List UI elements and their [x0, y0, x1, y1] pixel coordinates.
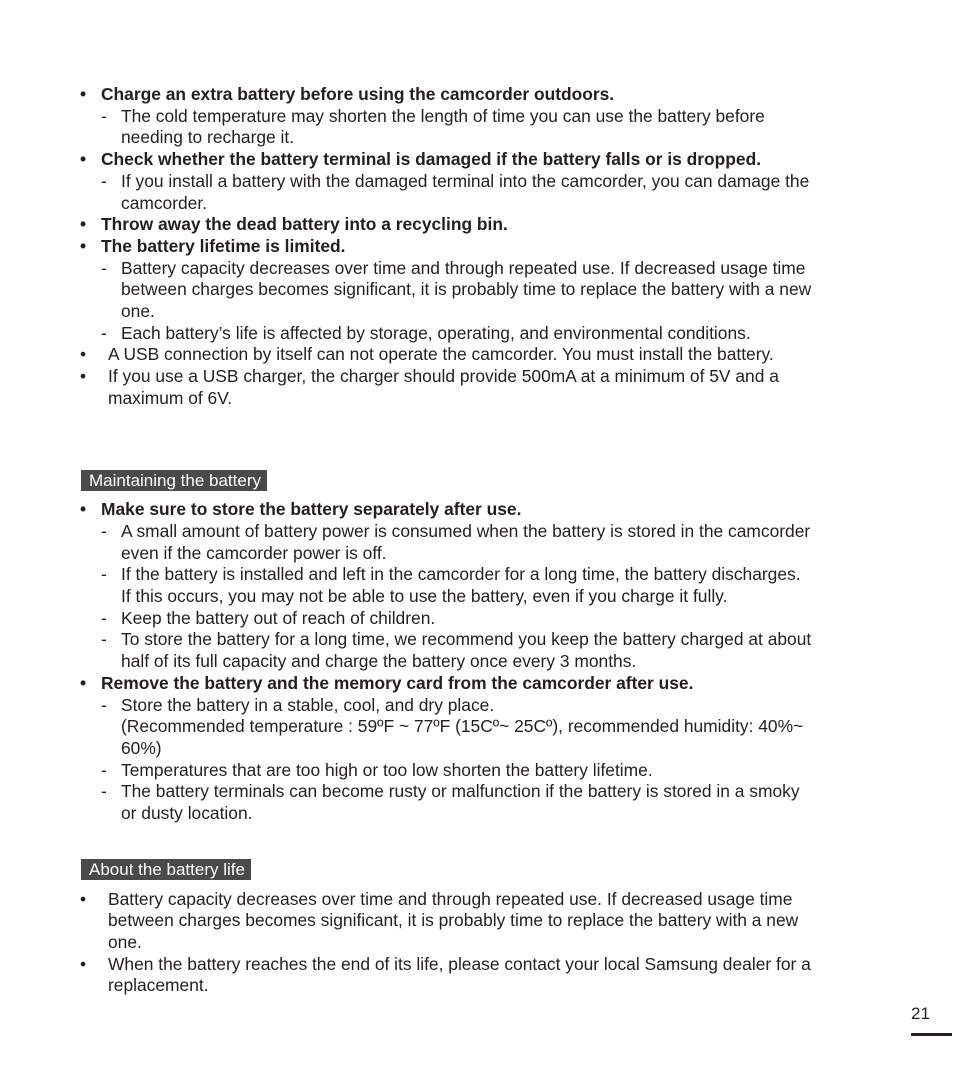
section-heading-row — [80, 470, 880, 492]
item-title: Remove the battery and the memory card from the camcorder after use. — [101, 672, 694, 693]
section-heading-maintaining: Maintaining the battery — [81, 470, 267, 491]
item-title: Charge an extra battery before using the camcorder outdoors. — [101, 84, 615, 104]
bullet-icon: • — [80, 672, 87, 693]
bullet-icon: • — [80, 953, 87, 974]
sub-item — [80, 629, 880, 651]
item-text: A USB connection by itself can not operate the camcorder. You must install the battery. — [108, 344, 774, 365]
item-text: If you use a USB charger, the charger should provide 500mA at a minimum of 5V and a — [108, 366, 779, 387]
sub-item-text: Each battery’s life is affected by storage, operating, and environmental conditions. — [121, 322, 751, 343]
sub-item-continuation: If this occurs, you may not be able to use the battery, even if you charge it fully. — [121, 586, 728, 607]
bullet-item-usb-connection — [80, 344, 880, 366]
dash-icon: - — [101, 322, 107, 343]
item-text: Battery capacity decreases over time and through repeated use. If decreased usage time — [108, 888, 793, 909]
sub-item — [80, 171, 880, 193]
sub-item — [80, 760, 880, 782]
sub-item-text: Store the battery in a stable, cool, and dry place. — [121, 694, 495, 715]
bullet-item-capacity — [80, 889, 880, 911]
page-number-rule — [911, 1033, 952, 1036]
dash-icon: - — [101, 105, 107, 126]
page-content — [80, 84, 880, 997]
bullet-item-usb-charger — [80, 366, 880, 388]
bullet-item-charge-extra — [80, 84, 880, 106]
bullet-icon: • — [80, 235, 87, 256]
sub-item-text: If the battery is installed and left in the camcorder for a long time, the battery discharges. — [121, 564, 801, 585]
bullet-item-lifetime-limited — [80, 236, 880, 258]
item-continuation: one. — [108, 931, 142, 952]
sub-item-continuation: camcorder. — [121, 192, 208, 213]
sub-item-text: Keep the battery out of reach of children. — [121, 607, 436, 628]
sub-item-text: The cold temperature may shorten the length of time you can use the battery before — [121, 105, 765, 126]
sub-item — [80, 106, 880, 128]
sub-item-continuation: or dusty location. — [121, 803, 253, 824]
dash-icon: - — [101, 170, 107, 191]
item-continuation: between charges becomes significant, it is probably time to replace the battery with a new — [108, 910, 799, 931]
sub-item-text: If you install a battery with the damaged terminal into the camcorder, you can damage the — [121, 170, 810, 191]
section-heading-battery-life: About the battery life — [81, 859, 251, 880]
dash-icon: - — [101, 629, 107, 650]
sub-item-text: Battery capacity decreases over time and through repeated use. If decreased usage time — [121, 257, 806, 278]
bullet-icon: • — [80, 149, 87, 170]
section-heading-row — [80, 859, 880, 881]
bullet-icon: • — [80, 888, 87, 909]
sub-item — [80, 781, 880, 803]
bullet-item-remove-battery — [80, 673, 880, 695]
dash-icon: - — [101, 781, 107, 802]
bullet-icon: • — [80, 344, 87, 365]
sub-item-continuation: 60%) — [121, 737, 162, 758]
bullet-item-store-separately — [80, 499, 880, 521]
bullet-icon: • — [80, 214, 87, 235]
dash-icon: - — [101, 694, 107, 715]
page-number: 21 — [911, 1004, 930, 1023]
sub-item-text: The battery terminals can become rusty or malfunction if the battery is stored in a smoky — [121, 781, 800, 802]
item-title: The battery lifetime is limited. — [101, 235, 346, 256]
sub-item — [80, 608, 880, 630]
item-text: When the battery reaches the end of its life, please contact your local Samsung dealer for a — [108, 953, 811, 974]
sub-item — [80, 564, 880, 586]
sub-item — [80, 695, 880, 717]
sub-item-continuation: half of its full capacity and charge the battery once every 3 months. — [121, 651, 637, 672]
sub-item-continuation: one. — [121, 301, 155, 322]
item-title: Throw away the dead battery into a recycling bin. — [101, 214, 508, 235]
item-title: Check whether the battery terminal is damaged if the battery falls or is dropped. — [101, 149, 762, 170]
sub-item — [80, 323, 880, 345]
sub-item — [80, 258, 880, 280]
sub-item-continuation: even if the camcorder power is off. — [121, 542, 387, 563]
bullet-icon: • — [80, 366, 87, 387]
sub-item-text: Temperatures that are too high or too low shorten the battery lifetime. — [121, 759, 653, 780]
item-title: Make sure to store the battery separately after use. — [101, 499, 522, 520]
sub-item — [80, 521, 880, 543]
dash-icon: - — [101, 520, 107, 541]
dash-icon: - — [101, 759, 107, 780]
sub-item-text: To store the battery for a long time, we recommend you keep the battery charged at about — [121, 629, 812, 650]
bullet-item-recycle — [80, 214, 880, 236]
bullet-icon: • — [80, 84, 87, 104]
item-continuation: replacement. — [108, 975, 209, 996]
dash-icon: - — [101, 257, 107, 278]
sub-item-continuation: between charges becomes significant, it is probably time to replace the battery with a new — [121, 279, 812, 300]
sub-item-continuation: needing to recharge it. — [121, 127, 295, 148]
bullet-icon: • — [80, 499, 87, 520]
item-continuation: maximum of 6V. — [108, 387, 233, 408]
sub-item-continuation: (Recommended temperature : 59ºF ~ 77ºF (15Cº~ 25Cº), recommended humidity: 40%~ — [121, 716, 804, 737]
bullet-item-check-terminal — [80, 149, 880, 171]
sub-item-text: A small amount of battery power is consumed when the battery is stored in the camcorder — [121, 520, 811, 541]
dash-icon: - — [101, 564, 107, 585]
dash-icon: - — [101, 607, 107, 628]
bullet-item-end-of-life — [80, 954, 880, 976]
